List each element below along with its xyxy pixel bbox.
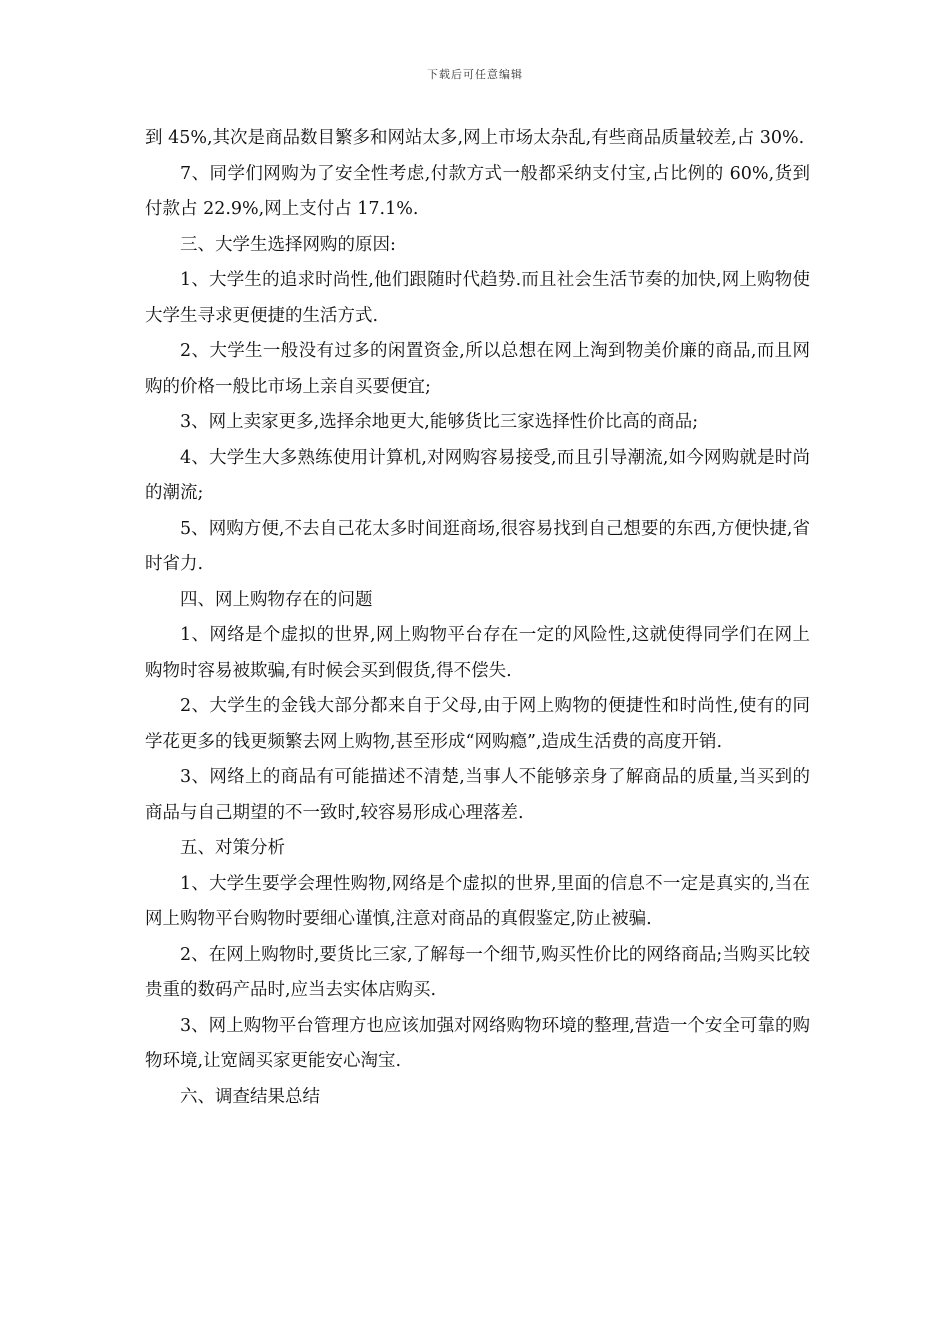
paragraph: 5、网购方便,不去自己花太多时间逛商场,很容易找到自己想要的东西,方便快捷,省时省力. xyxy=(145,518,810,574)
section-heading: 三、大学生选择网购的原因: xyxy=(180,234,396,255)
section-heading: 六、调查结果总结 xyxy=(180,1086,320,1107)
page-header-note: 下载后可任意编辑 xyxy=(427,68,523,81)
document-body xyxy=(145,121,810,1115)
paragraph: 4、大学生大多熟练使用计算机,对网购容易接受,而且引导潮流,如今网购就是时尚的潮流; xyxy=(145,447,810,503)
paragraph: 2、大学生一般没有过多的闲置资金,所以总想在网上淘到物美价廉的商品,而且网购的价格一般比市场上亲自买要便宜; xyxy=(145,341,810,397)
paragraph: 3、网上购物平台管理方也应该加强对网络购物环境的整理,营造一个安全可靠的购物环境,让宽阔买家更能安心淘宝. xyxy=(145,1015,810,1071)
paragraph: 到 45%,其次是商品数目繁多和网站太多,网上市场太杂乱,有些商品质量较差,占 30%. xyxy=(145,128,805,148)
section-heading: 五、对策分析 xyxy=(180,838,285,858)
paragraph: 1、网络是个虚拟的世界,网上购物平台存在一定的风险性,这就使得同学们在网上购物时容易被欺骗,有时候会买到假货,得不偿失. xyxy=(145,625,810,681)
paragraph: 1、大学生要学会理性购物,网络是个虚拟的世界,里面的信息不一定是真实的,当在网上购物平台购物时要细心谨慎,注意对商品的真假鉴定,防止被骗. xyxy=(145,873,810,929)
paragraph: 3、网络上的商品有可能描述不清楚,当事人不能够亲身了解商品的质量,当买到的商品与自己期望的不一致时,较容易形成心理落差. xyxy=(145,767,810,823)
paragraph: 7、同学们网购为了安全性考虑,付款方式一般都采纳支付宝,占比例的 60%,货到付款占 22.9%,网上支付占 17.1%. xyxy=(145,163,810,219)
paragraph: 3、网上卖家更多,选择余地更大,能够货比三家选择性价比高的商品; xyxy=(180,412,699,432)
paragraph: 2、在网上购物时,要货比三家,了解每一个细节,购买性价比的网络商品;当购买比较贵重的数码产品时,应当去实体店购买. xyxy=(145,944,810,1000)
paragraph: 1、大学生的追求时尚性,他们跟随时代趋势.而且社会生活节奏的加快,网上购物使大学生寻求更便捷的生活方式. xyxy=(145,270,810,326)
paragraph: 2、大学生的金钱大部分都来自于父母,由于网上购物的便捷性和时尚性,使有的同学花更多的钱更频繁去网上购物,甚至形成“网购瘾”,造成生活费的高度开销. xyxy=(145,696,810,752)
section-heading: 四、网上购物存在的问题 xyxy=(180,589,373,610)
